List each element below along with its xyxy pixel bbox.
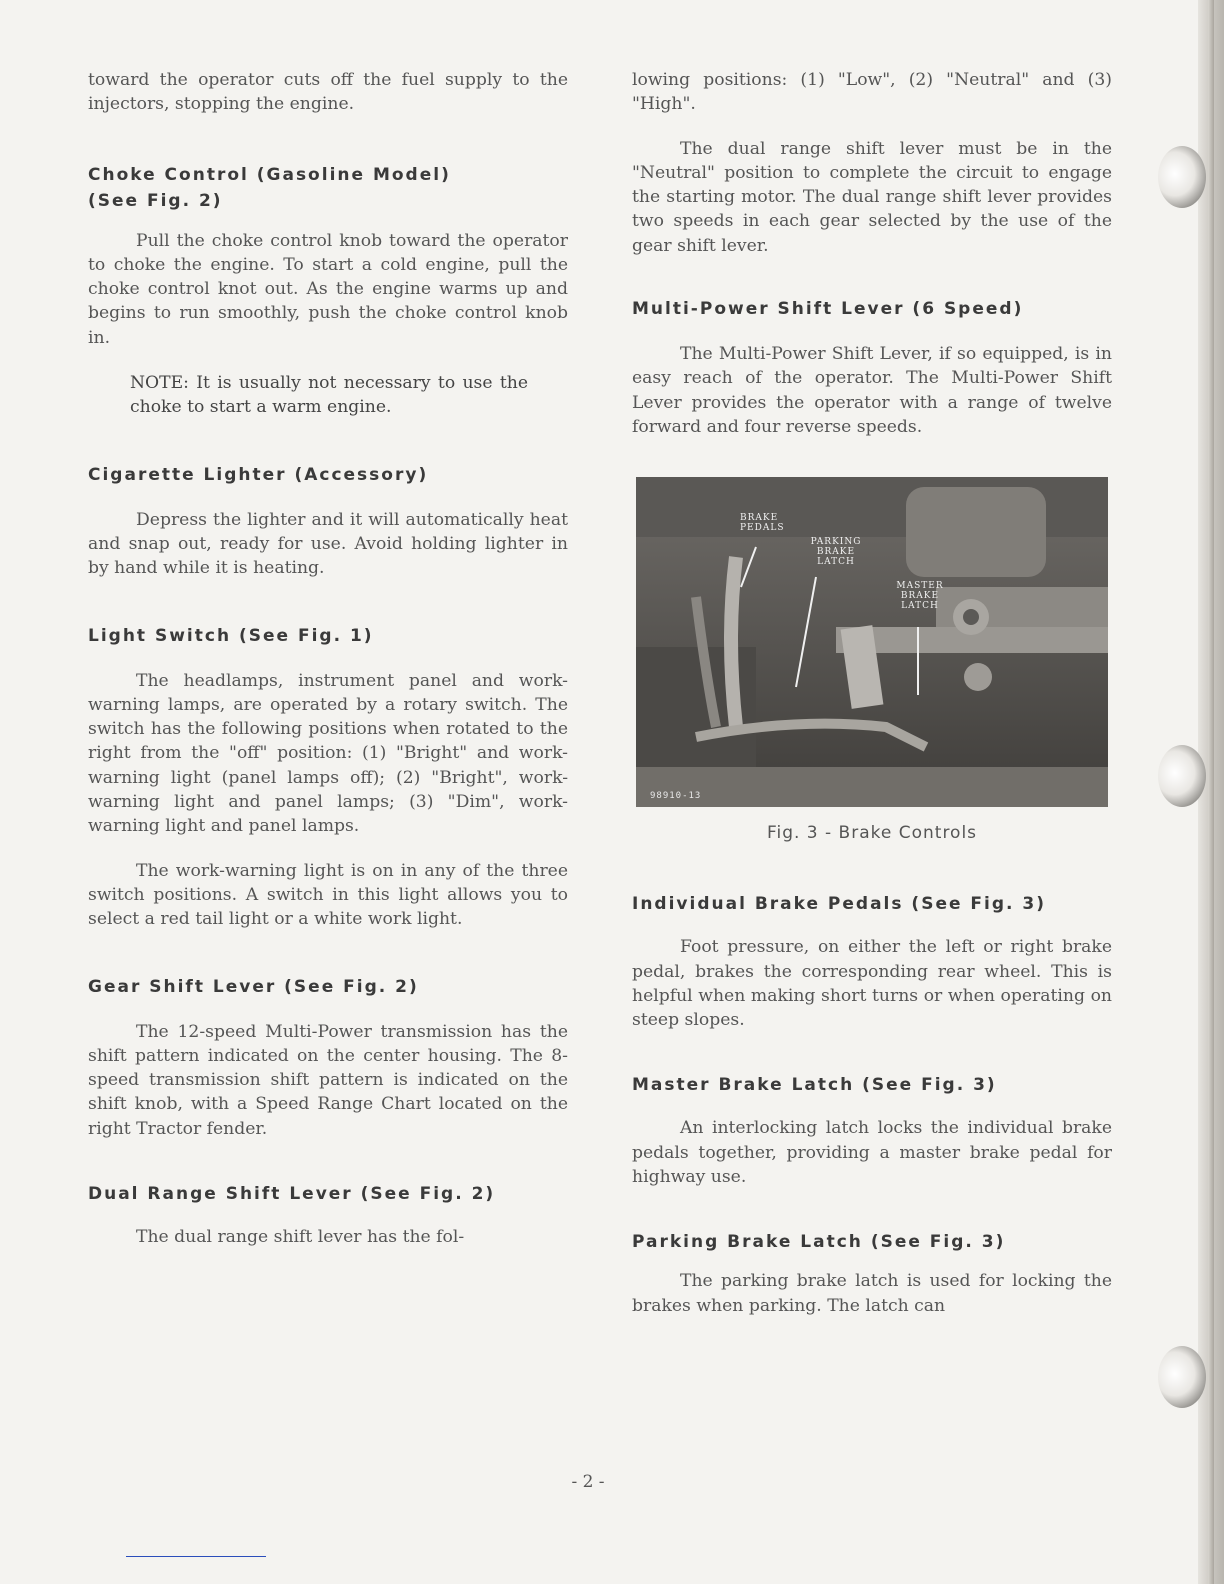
figure-caption: Fig. 3 - Brake Controls: [766, 823, 978, 844]
brake-controls-photo: [636, 477, 1108, 807]
callout-master-brake-latch: MASTER BRAKE LATCH: [896, 581, 944, 612]
binder-hole-bottom: [1158, 1346, 1206, 1408]
gear-shift-paragraph: The 12-speed Multi-Power transmission has the shift pattern indicated on the center housing. The 8-speed transmission shift pattern is indicated on the shift knob, with a Speed Range Chart located on the right Tractor fender.: [88, 1021, 568, 1139]
dual-range-paragraph-2: The dual range shift lever must be in the "Neutral" position to complete the circuit to engage the starting motor. The dual range shift lever provides two speeds in each gear selected by the use of the gear shift lever.: [632, 138, 1112, 256]
master-brake-latch-heading: Master Brake Latch (See Fig. 3): [632, 1075, 997, 1096]
dual-range-paragraph-continued: lowing positions: (1) "Low", (2) "Neutral" and (3) "High".: [632, 70, 1112, 115]
parking-brake-latch-heading: Parking Brake Latch (See Fig. 3): [632, 1232, 1006, 1253]
lighter-heading: Cigarette Lighter (Accessory): [88, 464, 429, 485]
parking-brake-latch-paragraph: The parking brake latch is used for locking the brakes when parking. The latch can: [632, 1271, 1112, 1316]
photo-code: 98910-13: [650, 791, 702, 802]
choke-note: NOTE: It is usually not necessary to use the choke to start a warm engine.: [130, 373, 528, 418]
brake-controls-photo-drawing: [636, 477, 1108, 807]
choke-heading-line-2: (See Fig. 2): [88, 190, 223, 211]
page-edge-line: [1208, 0, 1214, 1584]
footer-rule: [126, 1556, 266, 1557]
choke-heading-line-1: Choke Control (Gasoline Model): [88, 164, 451, 185]
right-column: [632, 68, 1112, 1318]
choke-paragraph: Pull the choke control knob toward the operator to choke the engine. To start a cold engine, pull the choke control knot out. As the engine warms up and begins to run smoothly, push the choke control knob in.: [88, 230, 568, 348]
light-switch-heading: Light Switch (See Fig. 1): [88, 625, 374, 646]
dual-range-paragraph-start: The dual range shift lever has the fol-: [136, 1227, 465, 1248]
dual-range-heading: Dual Range Shift Lever (See Fig. 2): [88, 1184, 496, 1205]
master-brake-latch-paragraph: An interlocking latch locks the individual brake pedals together, providing a master brake pedal for highway use.: [632, 1118, 1112, 1188]
page-number: - 2 -: [571, 1472, 605, 1492]
lighter-paragraph: Depress the lighter and it will automatically heat and snap out, ready for use. Avoid holding lighter in by hand while it is heating.: [88, 509, 568, 579]
individual-brake-pedals-heading: Individual Brake Pedals (See Fig. 3): [632, 894, 1047, 915]
intro-paragraph: toward the operator cuts off the fuel supply to the injectors, stopping the engine.: [88, 70, 568, 115]
callout-brake-pedals: BRAKE PEDALS: [740, 513, 785, 534]
individual-brake-pedals-paragraph: Foot pressure, on either the left or right brake pedal, brakes the corresponding rear wheel. This is helpful when making short turns or when operating on steep slopes.: [632, 937, 1112, 1031]
binder-hole-middle: [1158, 745, 1206, 807]
binder-hole-top: [1158, 146, 1206, 208]
light-switch-paragraph-1: The headlamps, instrument panel and work-warning lamps, are operated by a rotary switch. The switch has the following positions when rotated to the right from the "off" position: (1) "Bright" and work-warning light (panel lamps off); (2) "Bright", work-warning light and panel lamps; (3) "Dim", work-warning light and panel lamps.: [88, 670, 568, 837]
light-switch-paragraph-2: The work-warning light is on in any of the three switch positions. A switch in this light allows you to select a red tail light or a white work light.: [88, 860, 568, 930]
callout-parking-brake-latch: PARKING BRAKE LATCH: [810, 537, 862, 568]
multi-power-paragraph: The Multi-Power Shift Lever, if so equipped, is in easy reach of the operator. The Multi-Power Shift Lever provides the operator with a range of twelve forward and four reverse speeds.: [632, 344, 1112, 437]
choke-heading: [88, 162, 568, 214]
multi-power-heading: Multi-Power Shift Lever (6 Speed): [632, 299, 1024, 320]
left-column: [88, 68, 568, 1249]
gear-shift-heading: Gear Shift Lever (See Fig. 2): [88, 976, 419, 997]
